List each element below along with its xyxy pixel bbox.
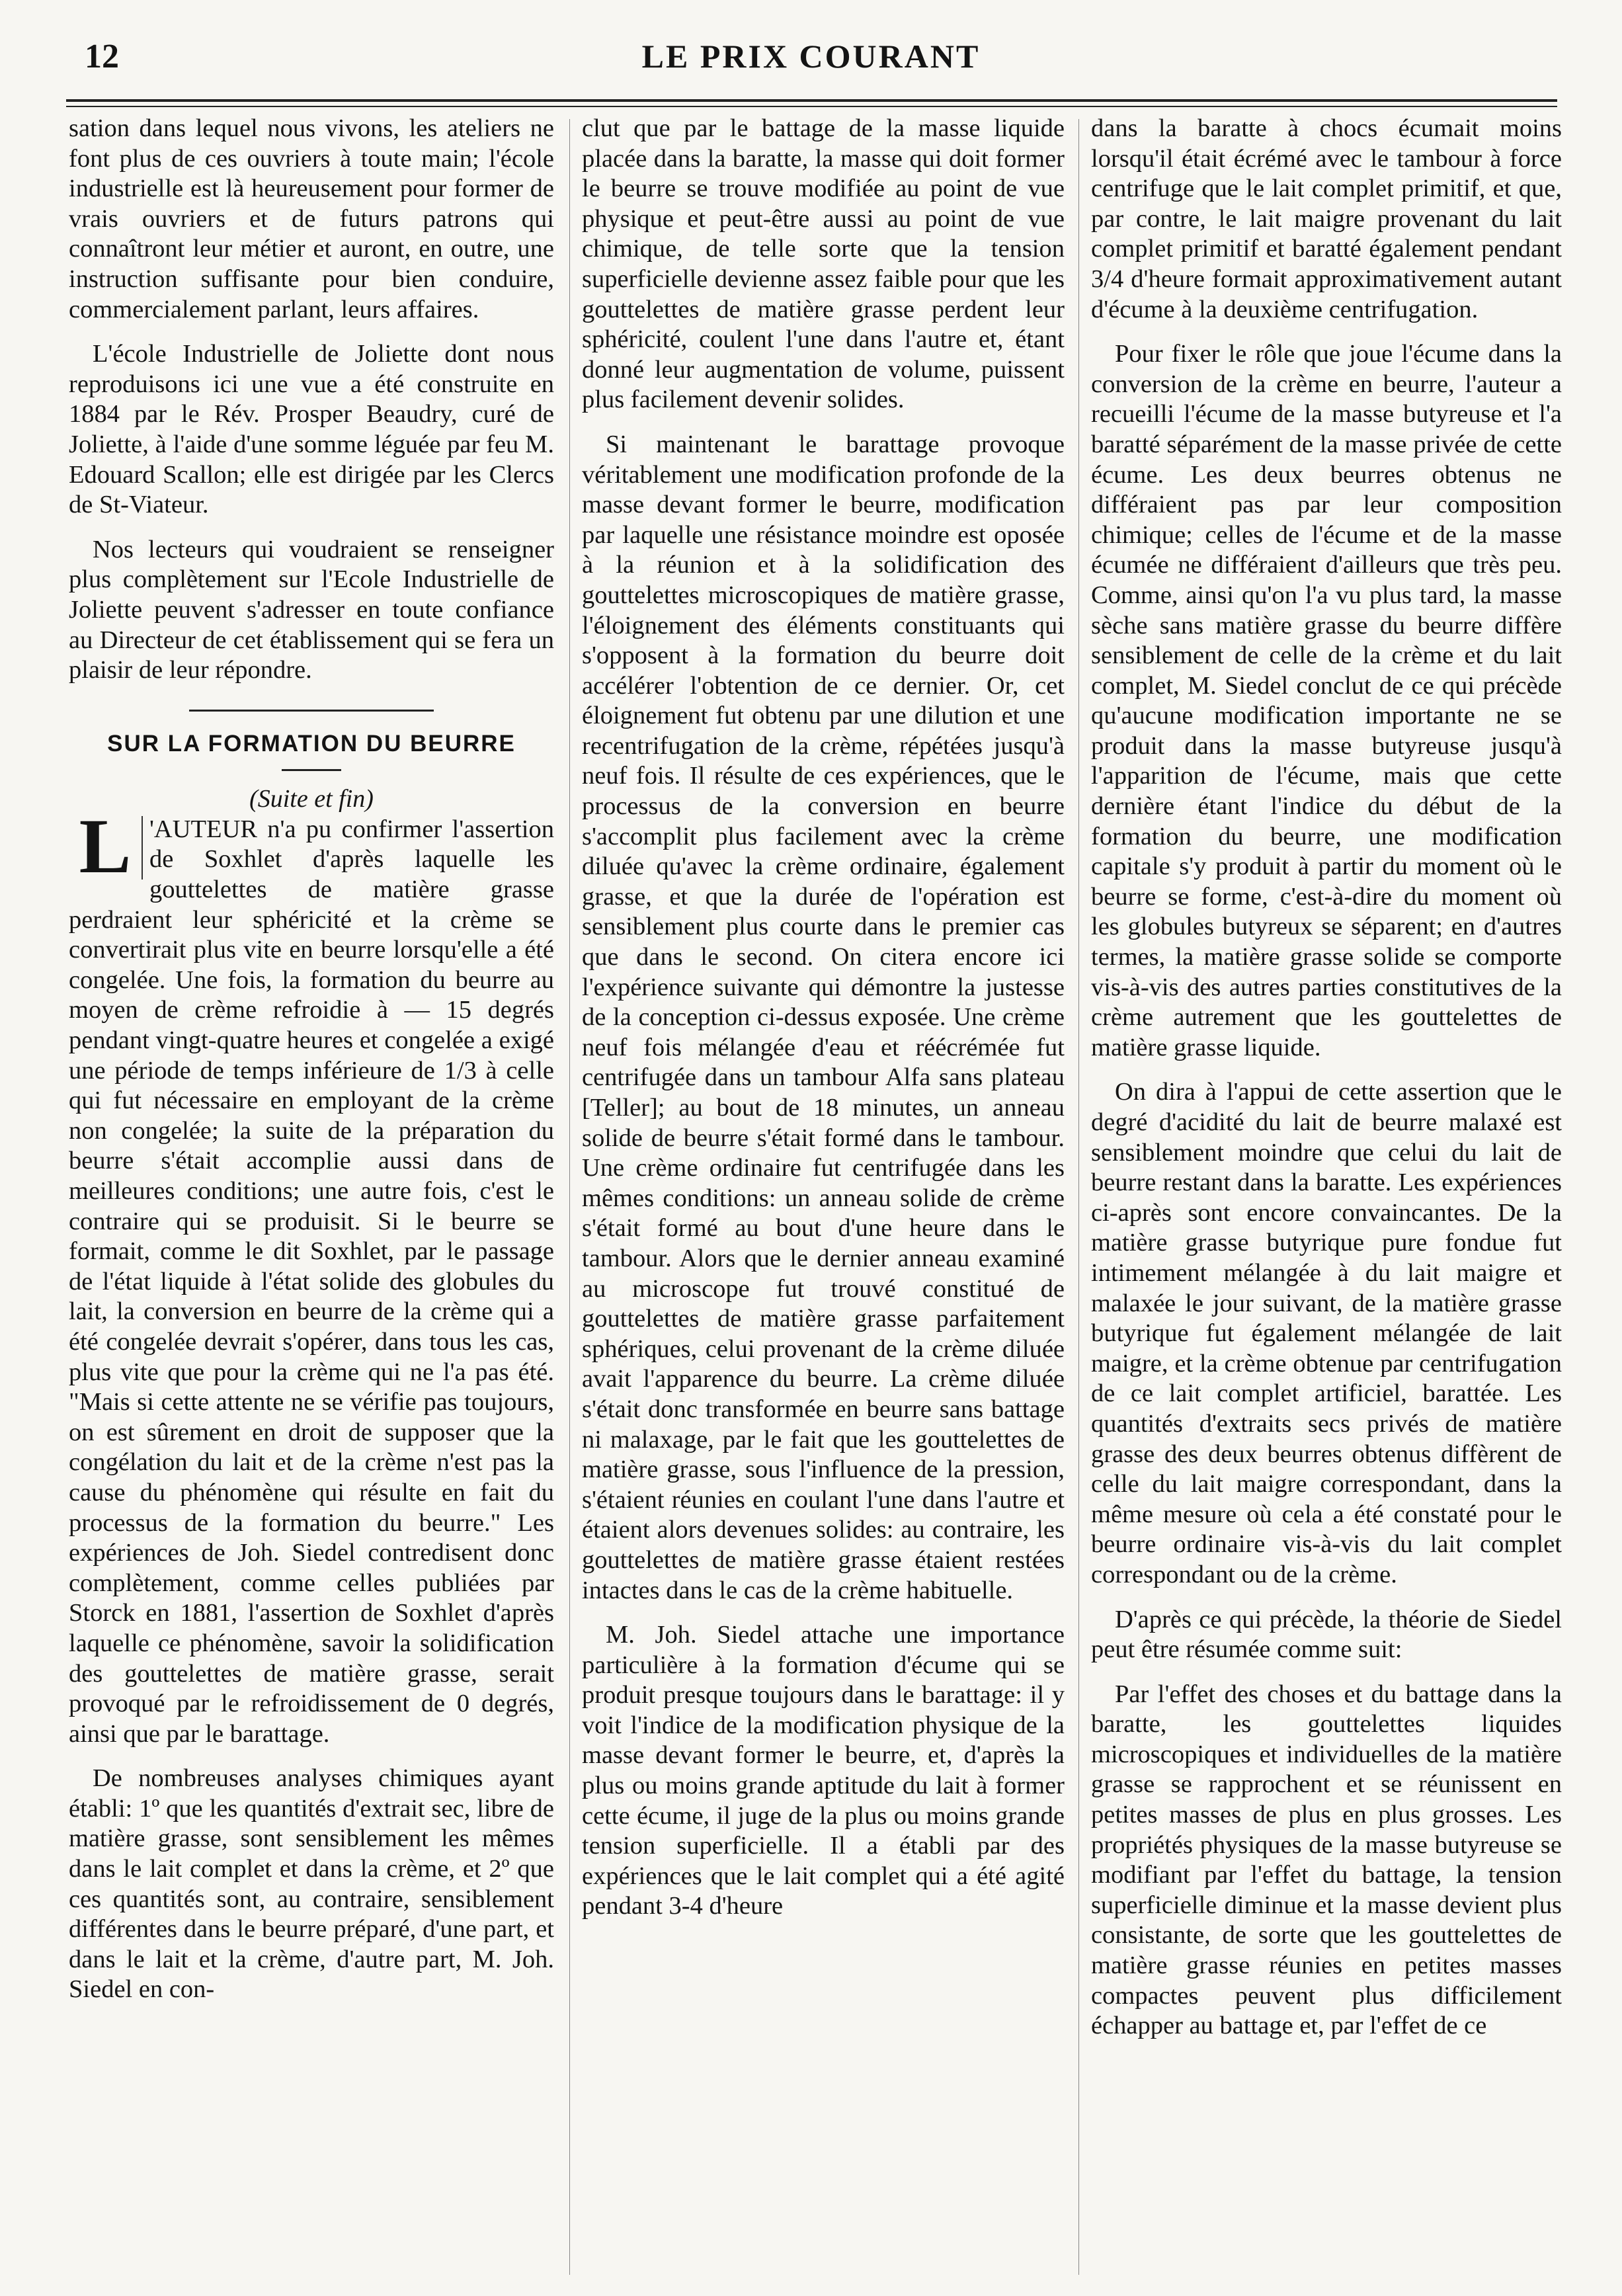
paragraph: dans la baratte à chocs écumait moins lorsqu'il était écrémé avec le tambour à force centrifuge que le lait complet primitif, et que, par contre, le lait maigre provenant du lait complet primitif et baratté également pendant 3/4 d'heure formait approximativement autant d'écume à la deuxième centrifugation. <box>1091 114 1562 323</box>
header-rule-thin <box>66 106 1557 107</box>
paragraph: Pour fixer le rôle que joue l'écume dans la conversion de la crème en beurre, l'auteur a recueilli l'écume de la masse butyreuse et l'a baratté séparément de la masse privée de cette écume. Les deux beurres obtenus ne différaient pas par leur composition chimique; celles de l'écume et de la masse écumée ne différaient d'ailleurs que très peu. Comme, ainsi qu'on l'a vu plus tard, la masse sèche sans matière grasse du beurre diffère sensiblement de celle de la crème et du lait complet, M. Siedel conclut de ce qui précède qu'aucune modification importante ne se produit dans la masse butyreuse jusqu'à l'apparition de l'écume, mais que cette dernière étant l'indice du début de la formation du beurre, une modification capitale s'y produit à partir du moment où le beurre se forme, c'est-à-dire du moment où les globules butyreux se séparent; en d'autres termes, la matière grasse solide se comporte vis-à-vis des autres parties constitutives de la crème autrement que les gouttelettes de matière grasse liquide. <box>1091 340 1562 1061</box>
paragraph: De nombreuses analyses chimiques ayant établi: 1º que les quantités d'extrait sec, libre de matière grasse, sont sensiblement les mêmes dans le lait complet et dans la crème, et 2º que ces quantités sont, au contraire, sensiblement différentes dans le beurre préparé, d'une part, et dans le lait et la crème, d'autre part, M. Joh. Siedel en con- <box>69 1764 554 2004</box>
column-divider <box>569 119 570 2275</box>
column-2 <box>582 114 1065 2276</box>
column-3 <box>1091 114 1562 2276</box>
heading-underline <box>282 769 341 771</box>
subheading: (Suite et fin) <box>249 785 374 813</box>
paragraph-text: 'AUTEUR n'a pu confirmer l'assertion de Soxhlet d'après laquelle les gouttelettes de matière grasse perdraient leur sphéricité et la crème se convertirait plus vite en beurre lorsqu'elle a été congelée. Une fois, la formation du beurre au moyen de crème refroidie à — 15 degrés pendant vingt-quatre heures et congelée a exigé une période de temps inférieure de 1/3 à celle qui fut nécessaire en employant de la crème non congelée; la suite de la préparation du beurre s'était accomplie aussi dans de meilleures conditions; une autre fois, c'est le contraire qui se produisit. Si le beurre se formait, comme le dit Soxhlet, par le passage de l'état liquide à l'état solide des globules du lait, la conversion en beurre de la crème qui a été congelée devrait s'opérer, dans tous les cas, plus vite que pour la crème qui ne l'a pas été. "Mais si cette attente ne se vérifie pas toujours, on est sûrement en droit de supposer que la congélation du lait et de la crème n'est pas la cause du phénomène qui résulte en fait du processus de la formation du beurre." Les expériences de Joh. Siedel contredisent donc complètement, comme celles publiées par Storck en 1881, l'assertion de Soxhlet d'après laquelle ce phénomène, savoir la solidification des gouttelettes de matière grasse, serait provoqué par le refroidissement de 0 degrés, ainsi que par le barattage. <box>69 815 554 1748</box>
paragraph: clut que par le battage de la masse liquide placée dans la baratte, la masse qui doit former le beurre se trouve modifiée au point de vue physique et peut-être aussi au point de vue chimique, de telle sorte que la tension superficielle devienne assez faible pour que les gouttelettes de matière grasse perdent leur sphéricité, coulent l'une dans l'autre et, étant donné leur augmentation de volume, puissent plus facilement devenir solides. <box>582 114 1065 414</box>
paragraph: Nos lecteurs qui voudraient se renseigner plus complètement sur l'Ecole Industrielle de Joliette peuvent s'adresser en toute confiance au Directeur de cet établissement qui se fera un plaisir de leur répondre. <box>69 535 554 684</box>
page-number: 12 <box>85 38 119 75</box>
paragraph: sation dans lequel nous vivons, les ateliers ne font plus de ces ouvriers à toute main; l'école industrielle est là heureusement pour former de vrais ouvriers et de futurs patrons qui connaîtront leur métier et auront, en outre, une instruction suffisante pour bien conduire, commercialement parlant, leurs affaires. <box>69 114 554 323</box>
paragraph: L'école Industrielle de Joliette dont nous reproduisons ici une vue a été construite en 1884 par le Rév. Prosper Beaudry, curé de Joliette, à l'aide d'une somme léguée par feu M. Edouard Scallon; elle est dirigée par les Clercs de St-Viateur. <box>69 340 554 519</box>
drop-cap: L <box>69 816 143 880</box>
paragraph: D'après ce qui précède, la théorie de Siedel peut être résumée comme suit: <box>1091 1605 1562 1664</box>
paragraph: Si maintenant le barattage provoque véritablement une modification profonde de la masse devant former le beurre, modification par laquelle une résistance moindre est oposée à la réunion et à la solidification des gouttelettes microscopiques de matière grasse, l'éloignement des éléments constituants qui s'opposent à la formation du beurre doit accélérer l'obtention de ce dernier. Or, cet éloignement fut obtenu par une dilution et une recentrifugation de la crème, répétées jusqu'à neuf fois. Il résulte de ces expériences, que le processus de la conversion en beurre s'accomplit plus facilement avec la crème diluée qu'avec la crème ordinaire, également grasse, et que la durée de l'opération est sensiblement plus courte dans le premier cas que dans le second. On citera encore ici l'expérience suivante qui démontre la justesse de la conception ci-dessus exposée. Une crème neuf fois mélangée d'eau et réécrémée fut centrifugée dans un tambour Alfa sans plateau [Teller]; au bout de 18 minutes, un anneau solide de beurre s'était formé dans le tambour. Une crème ordinaire fut centrifugée dans les mêmes conditions: un anneau solide de crème s'était formé au bout d'une heure dans le tambour. Alors que le dernier anneau examiné au microscope fut trouvé constitué de gouttelettes de matière grasse parfaitement sphériques, celui provenant de la crème diluée avait l'apparence du beurre. La crème diluée s'était donc transformée en beurre sans battage ni malaxage, par le fait que les gouttelettes de matière grasse, sous l'influence de la pression, s'étaient réunies en coulant l'une dans l'autre et étaient alors devenues solides: au contraire, les gouttelettes de matière grasse étaient restées intactes dans le cas de la crème habituelle. <box>582 430 1065 1604</box>
column-1 <box>69 114 554 2276</box>
section-heading: SUR LA FORMATION DU BEURRE <box>107 730 516 757</box>
column-divider <box>1078 119 1079 2275</box>
section-separator <box>189 710 434 712</box>
header-rule <box>66 99 1557 102</box>
paragraph: On dira à l'appui de cette assertion que le degré d'acidité du lait de beurre malaxé est sensiblement moindre que celui du lait de beurre restant dans la baratte. Les expériences ci-après sont encore convaincantes. De la matière grasse butyrique pure fondue fut intimement mélangée à du lait maigre et malaxée le jour suivant, de la matière grasse butyrique fut également mélangée de lait maigre, et la crème obtenue par centrifugation de ce lait complet artificiel, barattée. Les quantités d'extraits secs privés de matière grasse des deux beurres obtenus diffèrent de celle du lait maigre correspondant, dans la même mesure où cela a été constaté pour le beurre ordinaire vis-à-vis du lait complet correspondant ou de la crème. <box>1091 1078 1562 1588</box>
paragraph: M. Joh. Siedel attache une importance particulière à la formation d'écume qui se produit presque toujours dans le barattage: il y voit l'indice de la modification physique de la masse devant former le beurre, et, d'après la plus ou moins grande aptitude du lait à former cette écume, il juge de la plus ou moins grande tension superficielle. Il a établi par des expériences que le lait complet qui a été agité pendant 3-4 d'heure <box>582 1621 1065 1920</box>
running-title: LE PRIX COURANT <box>641 38 981 75</box>
paragraph-with-dropcap <box>69 802 554 1749</box>
paragraph: Par l'effet des choses et du battage dans la baratte, les gouttelettes liquides microscopiques et individuelles de la matière grasse se rapprochent et se réunissent en petites masses de plus en plus grosses. Les propriétés physiques de la masse butyreuse se modifiant par l'effet du battage, la tension superficielle diminue et la masse devient plus consistante, de sorte que les gouttelettes de matière grasse réunies en petites masses compactes peuvent plus difficilement échapper au battage et, par l'effet de ce <box>1091 1680 1562 2040</box>
